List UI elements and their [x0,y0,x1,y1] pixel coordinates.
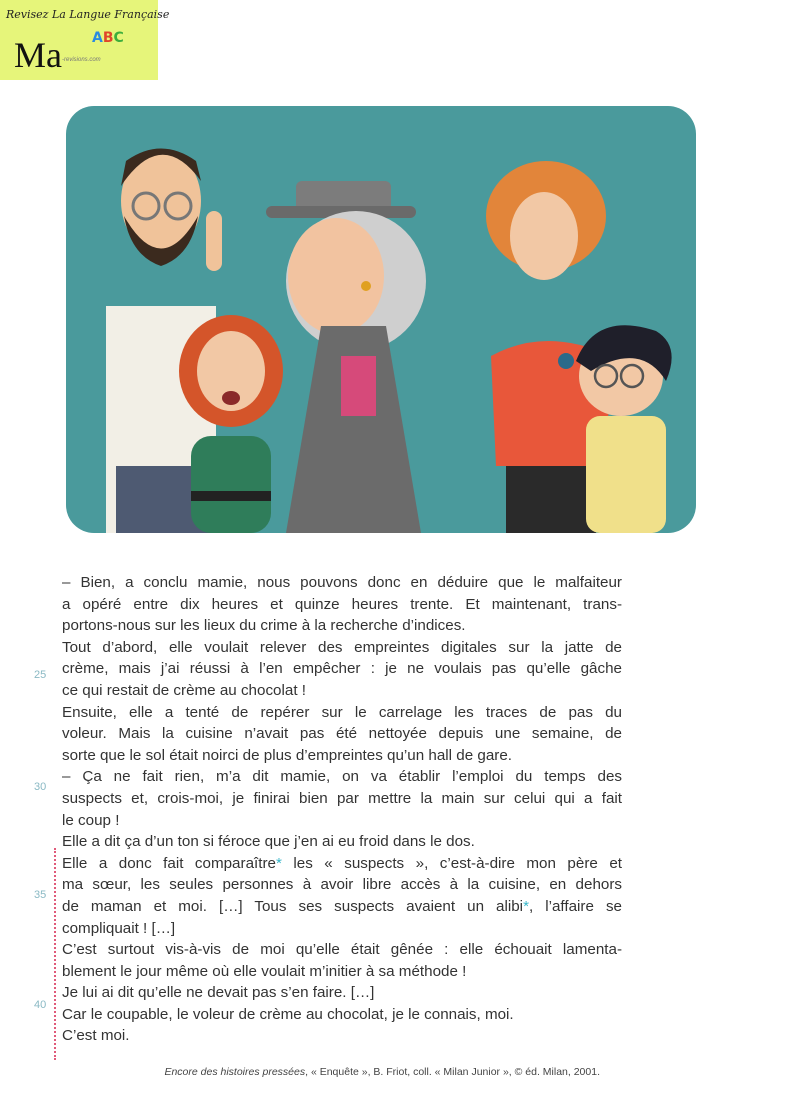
story-text [62,572,622,1047]
text-line-9: sorte que le sol était noirci de plus d’empreintes qu’un hall de gare. [62,746,512,764]
source-citation [160,1066,600,1078]
text-line-2: a opéré entre dix heures et quinze heures trente. Et maintenant, trans- [62,595,622,613]
logo-ma: Ma [14,35,62,75]
text-line-14b: les « suspects », c’est-à-dire mon père et [281,854,622,872]
logo-abc [92,30,124,46]
margin-dotted-line [54,848,56,1060]
site-logo [0,0,170,80]
text-line-1: – Bien, a conclu mamie, nous pouvons donc en déduire que le malfaiteur [62,574,622,591]
source-details: , « Enquête », B. Friot, coll. « Milan Junior », © éd. Milan, 2001. [305,1066,600,1078]
text-line-15: ma sœur, les seules personnes à avoir libre accès à la cuisine, en dehors [62,876,622,894]
text-line-18: C’est surtout vis-à-vis de moi qu’elle était gênée : elle échouait lamenta- [62,941,622,959]
text-line-11: suspects et, crois-moi, je finirai bien par mettre la main sur celui qui a fait [62,789,622,807]
text-line-5: crème, mais j’ai réussi à l’en empêcher : je ne voulais pas qu’elle gâche [62,660,622,678]
text-line-16 [62,896,622,918]
line-number-25: 25 [34,669,47,681]
source-title: Encore des histoires pressées [164,1066,306,1078]
text-line-14a: Elle a donc fait comparaître [62,854,276,872]
text-line-13: Elle a dit ça d’un ton si féroce que j’en ai eu froid dans le dos. [62,833,475,851]
logo-letter-b: B [102,30,114,46]
logo-letter-a: A [92,30,103,46]
text-line-4: Tout d’abord, elle voulait relever des empreintes digitales sur la jatte de [62,638,622,656]
boy-figure [576,325,672,533]
text-line-22: C’est moi. [62,1027,130,1045]
text-line-10: – Ça ne fait rien, m’a dit mamie, on va établir l’emploi du temps des [62,768,622,786]
story-illustration [66,106,696,533]
text-line-8: voleur. Mais la cuisine n’avait pas été nettoyée depuis une semaine, de [62,725,622,743]
glossary-star: * [275,854,282,872]
text-line-7: Ensuite, elle a tenté de repérer sur le carrelage les traces de pas du [62,703,622,721]
line-number-35: 35 [34,889,47,901]
logo-domain: -revisions.com [62,57,101,63]
text-line-6: ce qui restait de crème au chocolat ! [62,681,306,699]
text-line-16a: de maman et moi. […] Tous ses suspects avaient un alibi [62,897,524,915]
text-line-17: compliquait ! […] [62,919,176,937]
text-line-21: Car le coupable, le voleur de crème au chocolat, je le connais, moi. [62,1005,514,1023]
text-line-16b: , l’affaire se [528,897,622,915]
logo-tagline: Revisez La Langue Française [6,8,170,21]
glossary-star: * [523,897,529,915]
text-line-12: le coup ! [62,811,120,829]
text-line-19: blement le jour même où elle voulait m’initier à sa méthode ! [62,962,467,980]
text-line-20: Je lui ai dit qu’elle ne devait pas s’en faire. […] [62,984,375,1002]
logo-letter-c: C [113,30,124,46]
text-line-14 [62,853,622,875]
line-number-40: 40 [34,999,47,1011]
line-number-30: 30 [34,781,47,793]
text-line-3: portons-nous sur les lieux du crime à la recherche d’indices. [62,617,466,635]
